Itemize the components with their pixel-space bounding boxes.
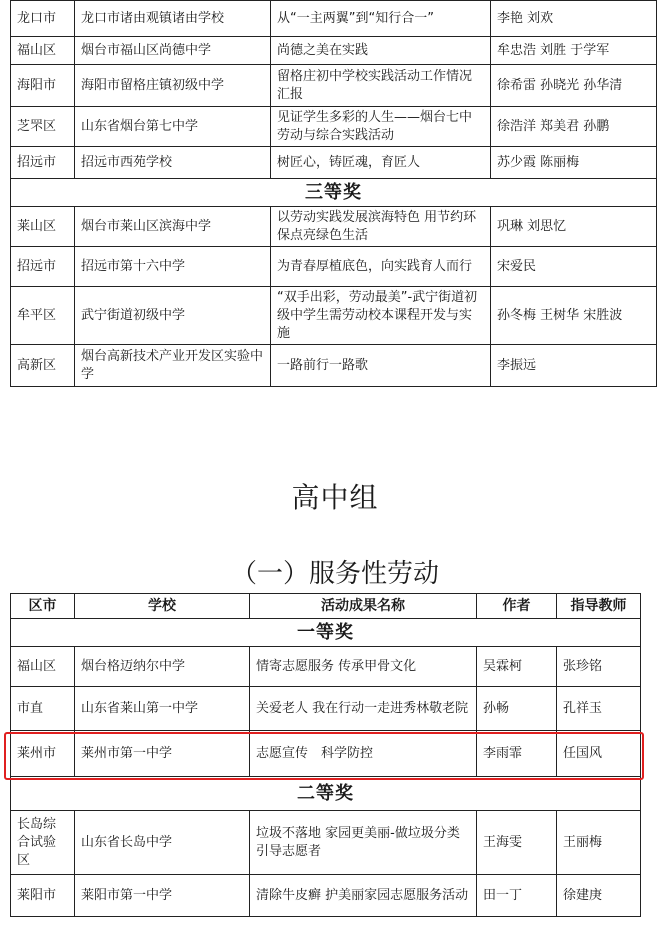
project-cell: 关爱老人 我在行动一走进秀林敬老院 (250, 687, 477, 731)
subsection-title: （一）服务性劳动 (230, 559, 439, 589)
award-row (11, 777, 641, 811)
district-cell: 牟平区 (11, 287, 75, 345)
project-cell: 情寄志愿服务 传承甲骨文化 (250, 647, 477, 687)
table-row (11, 647, 641, 687)
district-cell: 芝罘区 (11, 107, 75, 147)
advisor-cell: 孔祥玉 (557, 687, 641, 731)
project-cell: 见证学生多彩的人生——烟台七中劳动与综合实践活动 (271, 107, 491, 147)
column-header: 作者 (477, 594, 557, 619)
project-cell: 树匠心，铸匠魂，育匠人 (271, 147, 491, 179)
school-cell: 招远市西苑学校 (75, 147, 271, 179)
table-row (11, 247, 657, 287)
project-cell: 从“一主两翼”到“知行合一” (271, 1, 491, 37)
advisor-cell: 巩琳 刘思忆 (491, 207, 657, 247)
project-cell: 以劳动实践发展滨海特色 用节约环保点亮绿色生活 (271, 207, 491, 247)
author-cell: 田一丁 (477, 875, 557, 917)
project-cell: 尚德之美在实践 (271, 37, 491, 65)
project-cell: 为青春厚植底色，向实践育人而行 (271, 247, 491, 287)
school-cell: 烟台格迈纳尔中学 (75, 647, 250, 687)
advisor-cell: 王丽梅 (557, 811, 641, 875)
table-row (11, 37, 657, 65)
award-row (11, 179, 657, 207)
district-cell: 海阳市 (11, 65, 75, 107)
table-row (11, 1, 657, 37)
award-row (11, 619, 641, 647)
district-cell: 高新区 (11, 345, 75, 387)
advisor-cell: 宋爱民 (491, 247, 657, 287)
school-cell: 烟台市莱山区滨海中学 (75, 207, 271, 247)
district-cell: 莱山区 (11, 207, 75, 247)
project-cell: 一路前行一路歌 (271, 345, 491, 387)
table-row (11, 287, 657, 345)
school-cell: 烟台市福山区尚德中学 (75, 37, 271, 65)
district-cell: 莱州市 (11, 731, 75, 777)
author-cell: 王海雯 (477, 811, 557, 875)
school-cell: 山东省莱山第一中学 (75, 687, 250, 731)
advisor-cell: 张珍铭 (557, 647, 641, 687)
district-cell: 龙口市 (11, 1, 75, 37)
school-cell: 烟台高新技术产业开发区实验中学 (75, 345, 271, 387)
school-cell: 招远市第十六中学 (75, 247, 271, 287)
table-row (11, 345, 657, 387)
section-title: 高中组 (291, 481, 379, 514)
column-header: 学校 (75, 594, 250, 619)
district-cell: 莱阳市 (11, 875, 75, 917)
award-heading: 三等奖 (11, 179, 657, 207)
advisor-cell: 徐浩洋 郑美君 孙鹏 (491, 107, 657, 147)
author-cell: 孙畅 (477, 687, 557, 731)
school-cell: 山东省长岛中学 (75, 811, 250, 875)
project-cell: 留格庄初中学校实践活动工作情况汇报 (271, 65, 491, 107)
table-row (11, 687, 641, 731)
author-cell: 李雨霏 (477, 731, 557, 777)
school-cell: 莱阳市第一中学 (75, 875, 250, 917)
project-cell: 垃圾不落地 家园更美丽-做垃圾分类引导志愿者 (250, 811, 477, 875)
column-header: 区市 (11, 594, 75, 619)
advisor-cell: 任国风 (557, 731, 641, 777)
award-heading: 一等奖 (11, 619, 641, 647)
district-cell: 招远市 (11, 147, 75, 179)
advisor-cell: 李艳 刘欢 (491, 1, 657, 37)
column-header: 指导教师 (557, 594, 641, 619)
author-cell: 吴霖柯 (477, 647, 557, 687)
school-cell: 武宁街道初级中学 (75, 287, 271, 345)
project-cell: “双手出彩，劳动最美”-武宁街道初级中学生需劳动校本课程开发与实施 (271, 287, 491, 345)
advisor-cell: 李振远 (491, 345, 657, 387)
table-row (11, 207, 657, 247)
table-row (11, 107, 657, 147)
column-header: 活动成果名称 (250, 594, 477, 619)
project-cell: 志愿宣传 科学防控 (250, 731, 477, 777)
advisor-cell: 徐希雷 孙晓光 孙华清 (491, 65, 657, 107)
table-row (11, 65, 657, 107)
advisor-cell: 牟忠浩 刘胜 于学军 (491, 37, 657, 65)
district-cell: 招远市 (11, 247, 75, 287)
district-cell: 福山区 (11, 647, 75, 687)
advisor-cell: 徐建庚 (557, 875, 641, 917)
results-table-junior (10, 0, 657, 387)
school-cell: 莱州市第一中学 (75, 731, 250, 777)
project-cell: 清除牛皮癣 护美丽家园志愿服务活动 (250, 875, 477, 917)
advisor-cell: 苏少霞 陈丽梅 (491, 147, 657, 179)
table-row (11, 811, 641, 875)
district-cell: 长岛综合试验区 (11, 811, 75, 875)
table-row (11, 875, 641, 917)
district-cell: 市直 (11, 687, 75, 731)
school-cell: 龙口市诸由观镇诸由学校 (75, 1, 271, 37)
school-cell: 海阳市留格庄镇初级中学 (75, 65, 271, 107)
table-row (11, 147, 657, 179)
highlight-box (4, 732, 644, 780)
district-cell: 福山区 (11, 37, 75, 65)
advisor-cell: 孙冬梅 王树华 宋胜波 (491, 287, 657, 345)
award-heading: 二等奖 (11, 777, 641, 811)
header-row (11, 594, 641, 619)
school-cell: 山东省烟台第七中学 (75, 107, 271, 147)
